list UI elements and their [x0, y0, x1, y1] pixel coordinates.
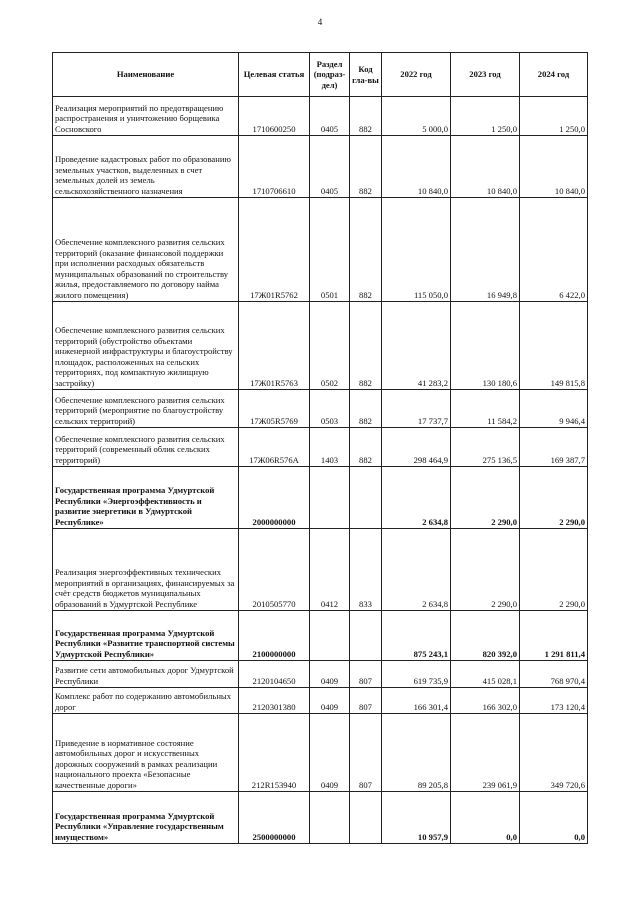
header-year-2023: 2023 год	[451, 53, 520, 97]
row-value-2023: 1 250,0	[451, 97, 520, 136]
row-value-2023: 166 302,0	[451, 688, 520, 714]
row-chapter-code	[350, 611, 382, 661]
table-row	[53, 688, 588, 714]
table-row	[53, 428, 588, 467]
row-section: 0409	[310, 661, 350, 688]
header-target-article: Целевая статья	[239, 53, 310, 97]
row-name: Обеспечение комплексного развития сельских территорий (мероприятие по благоустройству сельских территорий)	[53, 390, 239, 428]
row-section	[310, 611, 350, 661]
row-chapter-code: 882	[350, 390, 382, 428]
row-name: Государственная программа Удмуртской Республики «Развитие транспортной системы Удмуртской Республики»	[53, 611, 239, 661]
row-name: Приведение в нормативное состояние автомобильных дорог и искусственных дорожных сооружений в рамках реализации национального проекта «Безопасные качественные дороги»	[53, 714, 239, 792]
row-target-article: 2120104650	[239, 661, 310, 688]
row-section: 0501	[310, 198, 350, 302]
row-name: Реализация мероприятий по предотвращению распространения и уничтожению борщевика Сосновского	[53, 97, 239, 136]
row-value-2022: 875 243,1	[382, 611, 451, 661]
header-name: Наименование	[53, 53, 239, 97]
row-value-2022: 115 050,0	[382, 198, 451, 302]
header-year-2022: 2022 год	[382, 53, 451, 97]
row-chapter-code: 807	[350, 714, 382, 792]
row-value-2023: 415 028,1	[451, 661, 520, 688]
table-row	[53, 714, 588, 792]
row-target-article: 1710706610	[239, 136, 310, 198]
row-value-2023: 11 584,2	[451, 390, 520, 428]
budget-table	[52, 52, 588, 844]
row-chapter-code	[350, 792, 382, 844]
row-target-article: 2010505770	[239, 529, 310, 611]
row-value-2023: 820 392,0	[451, 611, 520, 661]
row-section: 0503	[310, 390, 350, 428]
row-value-2022: 619 735,9	[382, 661, 451, 688]
row-value-2024: 2 290,0	[520, 529, 588, 611]
row-chapter-code: 882	[350, 198, 382, 302]
row-section	[310, 792, 350, 844]
row-section: 0409	[310, 688, 350, 714]
row-target-article: 1710600250	[239, 97, 310, 136]
row-value-2024: 10 840,0	[520, 136, 588, 198]
row-value-2022: 2 634,8	[382, 467, 451, 529]
row-value-2024: 9 946,4	[520, 390, 588, 428]
row-value-2024: 1 291 811,4	[520, 611, 588, 661]
row-chapter-code: 807	[350, 688, 382, 714]
header-year-2024: 2024 год	[520, 53, 588, 97]
table-row	[53, 529, 588, 611]
row-value-2023: 2 290,0	[451, 467, 520, 529]
row-chapter-code: 882	[350, 428, 382, 467]
table-row	[53, 390, 588, 428]
row-target-article: 2100000000	[239, 611, 310, 661]
row-value-2024: 149 815,8	[520, 302, 588, 390]
row-section	[310, 467, 350, 529]
row-value-2022: 10 957,9	[382, 792, 451, 844]
row-chapter-code: 833	[350, 529, 382, 611]
row-name: Развитие сети автомобильных дорог Удмуртской Республики	[53, 661, 239, 688]
row-value-2024: 169 387,7	[520, 428, 588, 467]
row-value-2022: 17 737,7	[382, 390, 451, 428]
row-value-2022: 298 464,9	[382, 428, 451, 467]
row-value-2023: 10 840,0	[451, 136, 520, 198]
row-value-2022: 5 000,0	[382, 97, 451, 136]
row-target-article: 17Ж05R5769	[239, 390, 310, 428]
row-value-2023: 0,0	[451, 792, 520, 844]
table-row-program	[53, 611, 588, 661]
table-row	[53, 661, 588, 688]
row-chapter-code	[350, 467, 382, 529]
row-name: Проведение кадастровых работ по образованию земельных участков, выделенных в счет земельных долей из земель сельскохозяйственного назначения	[53, 136, 239, 198]
row-value-2023: 239 061,9	[451, 714, 520, 792]
table-row-program	[53, 467, 588, 529]
table-row-program	[53, 792, 588, 844]
row-target-article: 2000000000	[239, 467, 310, 529]
row-value-2022: 41 283,2	[382, 302, 451, 390]
row-target-article: 2500000000	[239, 792, 310, 844]
row-section: 0405	[310, 136, 350, 198]
row-value-2024: 2 290,0	[520, 467, 588, 529]
row-name: Реализация энергоэффективных технических мероприятий в организациях, финансируемых за счёт средств бюджетов муниципальных образований в Удмуртской Республике	[53, 529, 239, 611]
table-row	[53, 302, 588, 390]
row-name: Комплекс работ по содержанию автомобильных дорог	[53, 688, 239, 714]
row-section: 0412	[310, 529, 350, 611]
row-value-2024: 1 250,0	[520, 97, 588, 136]
row-section: 0409	[310, 714, 350, 792]
row-value-2022: 10 840,0	[382, 136, 451, 198]
row-chapter-code: 807	[350, 661, 382, 688]
row-name: Государственная программа Удмуртской Республики «Энергоэффективность и развитие энергетики в Удмуртской Республике»	[53, 467, 239, 529]
row-value-2022: 89 205,8	[382, 714, 451, 792]
row-value-2024: 6 422,0	[520, 198, 588, 302]
table-row	[53, 136, 588, 198]
row-section: 0405	[310, 97, 350, 136]
row-value-2023: 275 136,5	[451, 428, 520, 467]
row-value-2023: 130 180,6	[451, 302, 520, 390]
row-value-2023: 16 949,8	[451, 198, 520, 302]
row-name: Обеспечение комплексного развития сельских территорий (современный облик сельских территорий)	[53, 428, 239, 467]
row-name: Обеспечение комплексного развития сельских территорий (оказание финансовой поддержки при исполнении расходных обязательств муниципальных образований по строительству жилья, предоставляемого по договору найма жилого помещения)	[53, 198, 239, 302]
row-value-2022: 166 301,4	[382, 688, 451, 714]
row-section: 0502	[310, 302, 350, 390]
row-value-2024: 0,0	[520, 792, 588, 844]
row-value-2024: 173 120,4	[520, 688, 588, 714]
table-row	[53, 97, 588, 136]
row-target-article: 17Ж06R576А	[239, 428, 310, 467]
row-value-2023: 2 290,0	[451, 529, 520, 611]
page-number: 4	[317, 17, 323, 27]
row-target-article: 17Ж01R5762	[239, 198, 310, 302]
table-row	[53, 198, 588, 302]
row-chapter-code: 882	[350, 136, 382, 198]
row-target-article: 2120301380	[239, 688, 310, 714]
row-chapter-code: 882	[350, 97, 382, 136]
row-target-article: 17Ж01R5763	[239, 302, 310, 390]
row-name: Обеспечение комплексного развития сельских территорий (обустройство объектами инженерной инфраструктуры и благоустройству площадок, расположенных на сельских территориях, под компактную жилищную застройку)	[53, 302, 239, 390]
row-name: Государственная программа Удмуртской Республики «Управление государственным имуществом»	[53, 792, 239, 844]
row-section: 1403	[310, 428, 350, 467]
header-chapter-code: Код гла-вы	[350, 53, 382, 97]
row-value-2024: 349 720,6	[520, 714, 588, 792]
header-section: Раздел (подраз-дел)	[310, 53, 350, 97]
row-target-article: 212R153940	[239, 714, 310, 792]
table-header-row	[53, 53, 588, 97]
row-value-2024: 768 970,4	[520, 661, 588, 688]
row-value-2022: 2 634,8	[382, 529, 451, 611]
row-chapter-code: 882	[350, 302, 382, 390]
